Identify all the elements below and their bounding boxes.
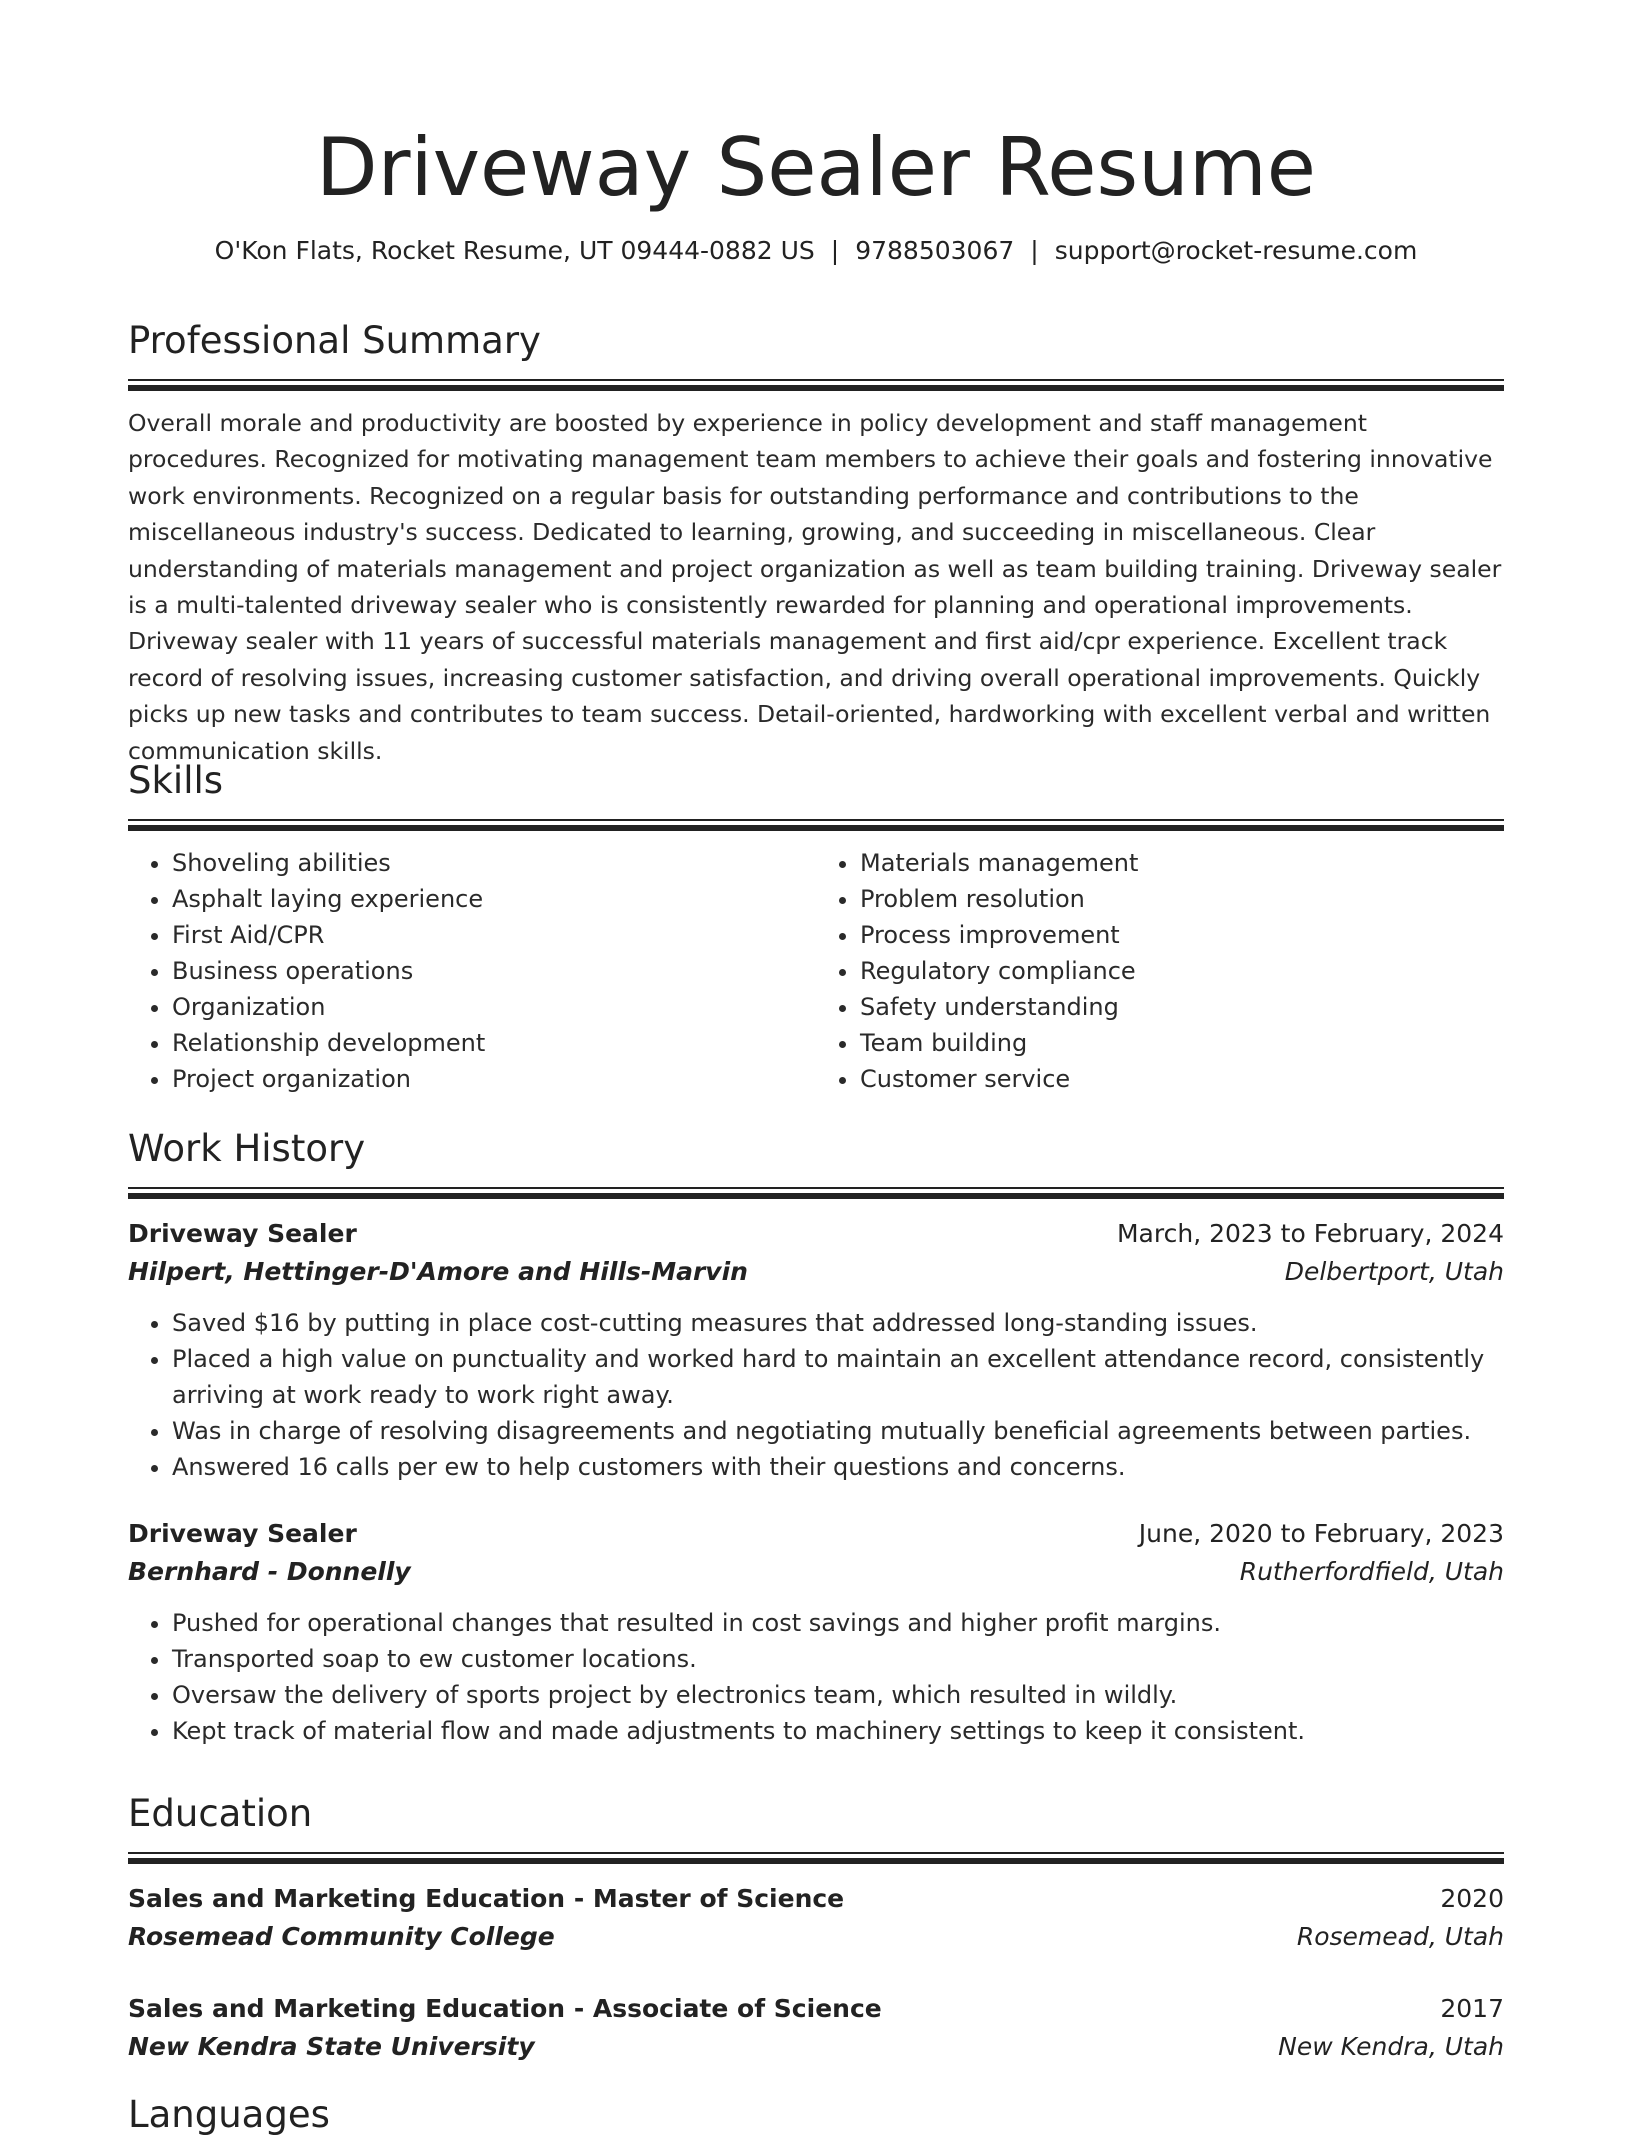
languages-section bbox=[128, 2091, 1504, 2139]
job-bullet: • Was in charge of resolving disagreements and negotiating mutually beneficial agreements between parties. bbox=[172, 1413, 1504, 1449]
education-heading: Education bbox=[128, 1792, 313, 1835]
section-divider bbox=[128, 1852, 1504, 1864]
skill-item: • Asphalt laying experience bbox=[172, 881, 816, 917]
job-location: Rutherfordfield, Utah bbox=[1239, 1557, 1504, 1586]
education-degree: Sales and Marketing Education - Master of Science bbox=[128, 1884, 845, 1913]
job-employer: Hilpert, Hettinger-D'Amore and Hills-Marvin bbox=[128, 1257, 748, 1286]
skill-item: • Problem resolution bbox=[860, 881, 1504, 917]
education-school: New Kendra State University bbox=[128, 2032, 535, 2061]
job-employer: Bernhard - Donnelly bbox=[128, 1557, 411, 1586]
job-title: Driveway Sealer bbox=[128, 1519, 357, 1548]
job-bullets bbox=[128, 1305, 1504, 1485]
section-divider bbox=[128, 819, 1504, 831]
contact-address: O'Kon Flats, Rocket Resume, UT 09444-0882 US bbox=[214, 236, 815, 265]
education-subheader bbox=[128, 2028, 1504, 2066]
job-subheader bbox=[128, 1253, 1504, 1291]
skill-item: • Relationship development bbox=[172, 1025, 816, 1061]
job-header bbox=[128, 1515, 1504, 1553]
education-degree: Sales and Marketing Education - Associate of Science bbox=[128, 1994, 882, 2023]
skill-item: • Materials management bbox=[860, 845, 1504, 881]
section-divider bbox=[128, 379, 1504, 391]
languages-heading: Languages bbox=[128, 2093, 330, 2136]
skills-section bbox=[128, 757, 1504, 1097]
skill-item: • Team building bbox=[860, 1025, 1504, 1061]
job-bullet: • Placed a high value on punctuality and worked hard to maintain an excellent attendance record, consistently arriving at work ready to work right away. bbox=[172, 1341, 1504, 1413]
education-year: 2020 bbox=[1440, 1884, 1504, 1913]
education-entry bbox=[128, 1880, 1504, 1956]
job-bullet: • Oversaw the delivery of sports project by electronics team, which resulted in wildly. bbox=[172, 1677, 1504, 1713]
skill-item: • Safety understanding bbox=[860, 989, 1504, 1025]
contact-separator: | bbox=[1030, 236, 1039, 265]
skill-item: • Process improvement bbox=[860, 917, 1504, 953]
job-title: Driveway Sealer bbox=[128, 1219, 357, 1248]
education-section bbox=[128, 1790, 1504, 2066]
skills-list-left bbox=[128, 845, 816, 1097]
job-bullet: • Pushed for operational changes that resulted in cost savings and higher profit margins. bbox=[172, 1605, 1504, 1641]
contact-separator: | bbox=[830, 236, 840, 265]
skill-item: • Project organization bbox=[172, 1061, 816, 1097]
job-bullets bbox=[128, 1605, 1504, 1749]
job-dates: June, 2020 to February, 2023 bbox=[1138, 1519, 1504, 1548]
education-header bbox=[128, 1990, 1504, 2028]
job-bullet: • Transported soap to ew customer locations. bbox=[172, 1641, 1504, 1677]
work-heading: Work History bbox=[128, 1127, 366, 1170]
summary-text: Overall morale and productivity are boosted by experience in policy development and staff management procedures. Recognized for motivating management team members to achieve their goals and fostering innovative work environments. Recognized on a regular basis for outstanding performance and contributions to the miscellaneous industry's success. Dedicated to learning, growing, and succeeding in miscellaneous. Clear understanding of materials management and project organization as well as team building training. Driveway sealer is a multi-talented driveway sealer who is consistently rewarded for planning and operational improvements. Driveway sealer with 11 years of successful materials management and first aid/cpr experience. Excellent track record of resolving issues, increasing customer satisfaction, and driving overall operational improvements. Quickly picks up new tasks and contributes to team success. Detail-oriented, hardworking with excellent verbal and written communication skills. bbox=[128, 409, 1502, 765]
job-header bbox=[128, 1215, 1504, 1253]
education-subheader bbox=[128, 1918, 1504, 1956]
education-school: Rosemead Community College bbox=[128, 1922, 555, 1951]
resume-page bbox=[128, 0, 1504, 2136]
skills-heading: Skills bbox=[128, 759, 224, 802]
skill-item: • Customer service bbox=[860, 1061, 1504, 1097]
skills-list-right bbox=[816, 845, 1504, 1097]
contact-line bbox=[128, 234, 1504, 268]
education-location: New Kendra, Utah bbox=[1278, 2032, 1504, 2061]
job-bullet: • Saved $16 by putting in place cost-cutting measures that addressed long-standing issues. bbox=[172, 1305, 1504, 1341]
job-location: Delbertport, Utah bbox=[1284, 1257, 1504, 1286]
skill-item: • Shoveling abilities bbox=[172, 845, 816, 881]
skill-item: • Organization bbox=[172, 989, 816, 1025]
contact-phone: 9788503067 bbox=[855, 236, 1015, 265]
summary-section bbox=[128, 317, 1504, 769]
contact-email[interactable]: support@rocket-resume.com bbox=[1054, 236, 1418, 265]
education-year: 2017 bbox=[1440, 1994, 1504, 2023]
skill-item: • Business operations bbox=[172, 953, 816, 989]
education-entry bbox=[128, 1990, 1504, 2066]
skill-item: • First Aid/CPR bbox=[172, 917, 816, 953]
resume-title: Driveway Sealer Resume bbox=[315, 121, 1317, 214]
summary-heading: Professional Summary bbox=[128, 319, 541, 362]
skills-columns bbox=[128, 845, 1504, 1097]
section-divider bbox=[128, 1187, 1504, 1199]
job-entry bbox=[128, 1515, 1504, 1749]
skill-item: • Regulatory compliance bbox=[860, 953, 1504, 989]
education-location: Rosemead, Utah bbox=[1296, 1922, 1504, 1951]
job-entry bbox=[128, 1215, 1504, 1485]
job-bullet: • Kept track of material flow and made adjustments to machinery settings to keep it consistent. bbox=[172, 1713, 1504, 1749]
job-subheader bbox=[128, 1553, 1504, 1591]
job-dates: March, 2023 to February, 2024 bbox=[1116, 1219, 1504, 1248]
work-section bbox=[128, 1125, 1504, 1749]
education-header bbox=[128, 1880, 1504, 1918]
job-bullet: • Answered 16 calls per ew to help customers with their questions and concerns. bbox=[172, 1449, 1504, 1485]
